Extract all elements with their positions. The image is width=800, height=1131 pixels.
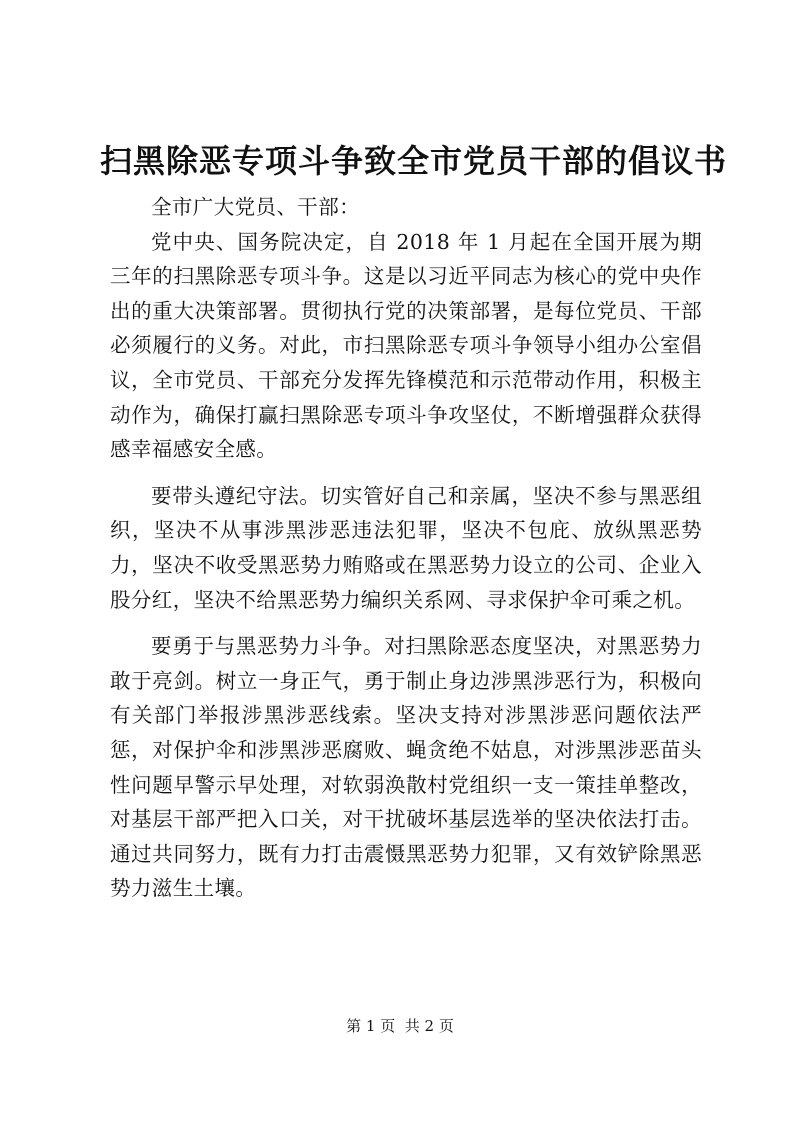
salutation: 全市广大党员、干部： xyxy=(151,195,360,219)
paragraph-fight-crime: 要勇于与黑恶势力斗争。对扫黑除恶态度坚决，对黑恶势力敢于亮剑。树立一身正气，勇于制止身边涉黑涉恶行为，积极向有关部门举报涉黑涉恶线索。坚决支持对涉黑涉恶问题依法严惩，对保护伞和涉黑涉恶腐败、蝇贪绝不姑息，对涉黑涉恶苗头性问题早警示早处理，对软弱涣散村党组织一支一策挂单整改，对基层干部严把入口关，对干扰破坏基层选举的坚决依法打击。通过共同努力，既有力打击震慑黑恶势力犯罪，又有效铲除黑恶势力滋生土壤。 xyxy=(110,634,702,901)
document-body xyxy=(110,190,702,906)
paragraph-obey-law: 要带头遵纪守法。切实管好自己和亲属，坚决不参与黑恶组织，坚决不从事涉黑涉恶违法犯罪，坚决不包庇、放纵黑恶势力，坚决不收受黑恶势力贿赂或在黑恶势力设立的公司、企业入股分红，坚决不给黑恶势力编织关系网、寻求保护伞可乘之机。 xyxy=(110,483,702,612)
document-title: 扫黑除恶专项斗争致全市党员干部的倡议书 xyxy=(100,142,728,180)
paragraph-intro: 党中央、国务院决定，自 2018 年 1 月起在全国开展为期三年的扫黑除恶专项斗争。这是以习近平同志为核心的党中央作出的重大决策部署。贯彻执行党的决策部署，是每位党员、干部必须履行的义务。对此，市扫黑除恶专项斗争领导小组办公室倡议，全市党员、干部充分发挥先锋模范和示范带动作用，积极主动作为，确保打赢扫黑除恶专项斗争攻坚仗，不断增强群众获得感幸福感安全感。 xyxy=(110,229,702,462)
page-number-footer: 第 1 页 共 2 页 xyxy=(346,1017,454,1035)
